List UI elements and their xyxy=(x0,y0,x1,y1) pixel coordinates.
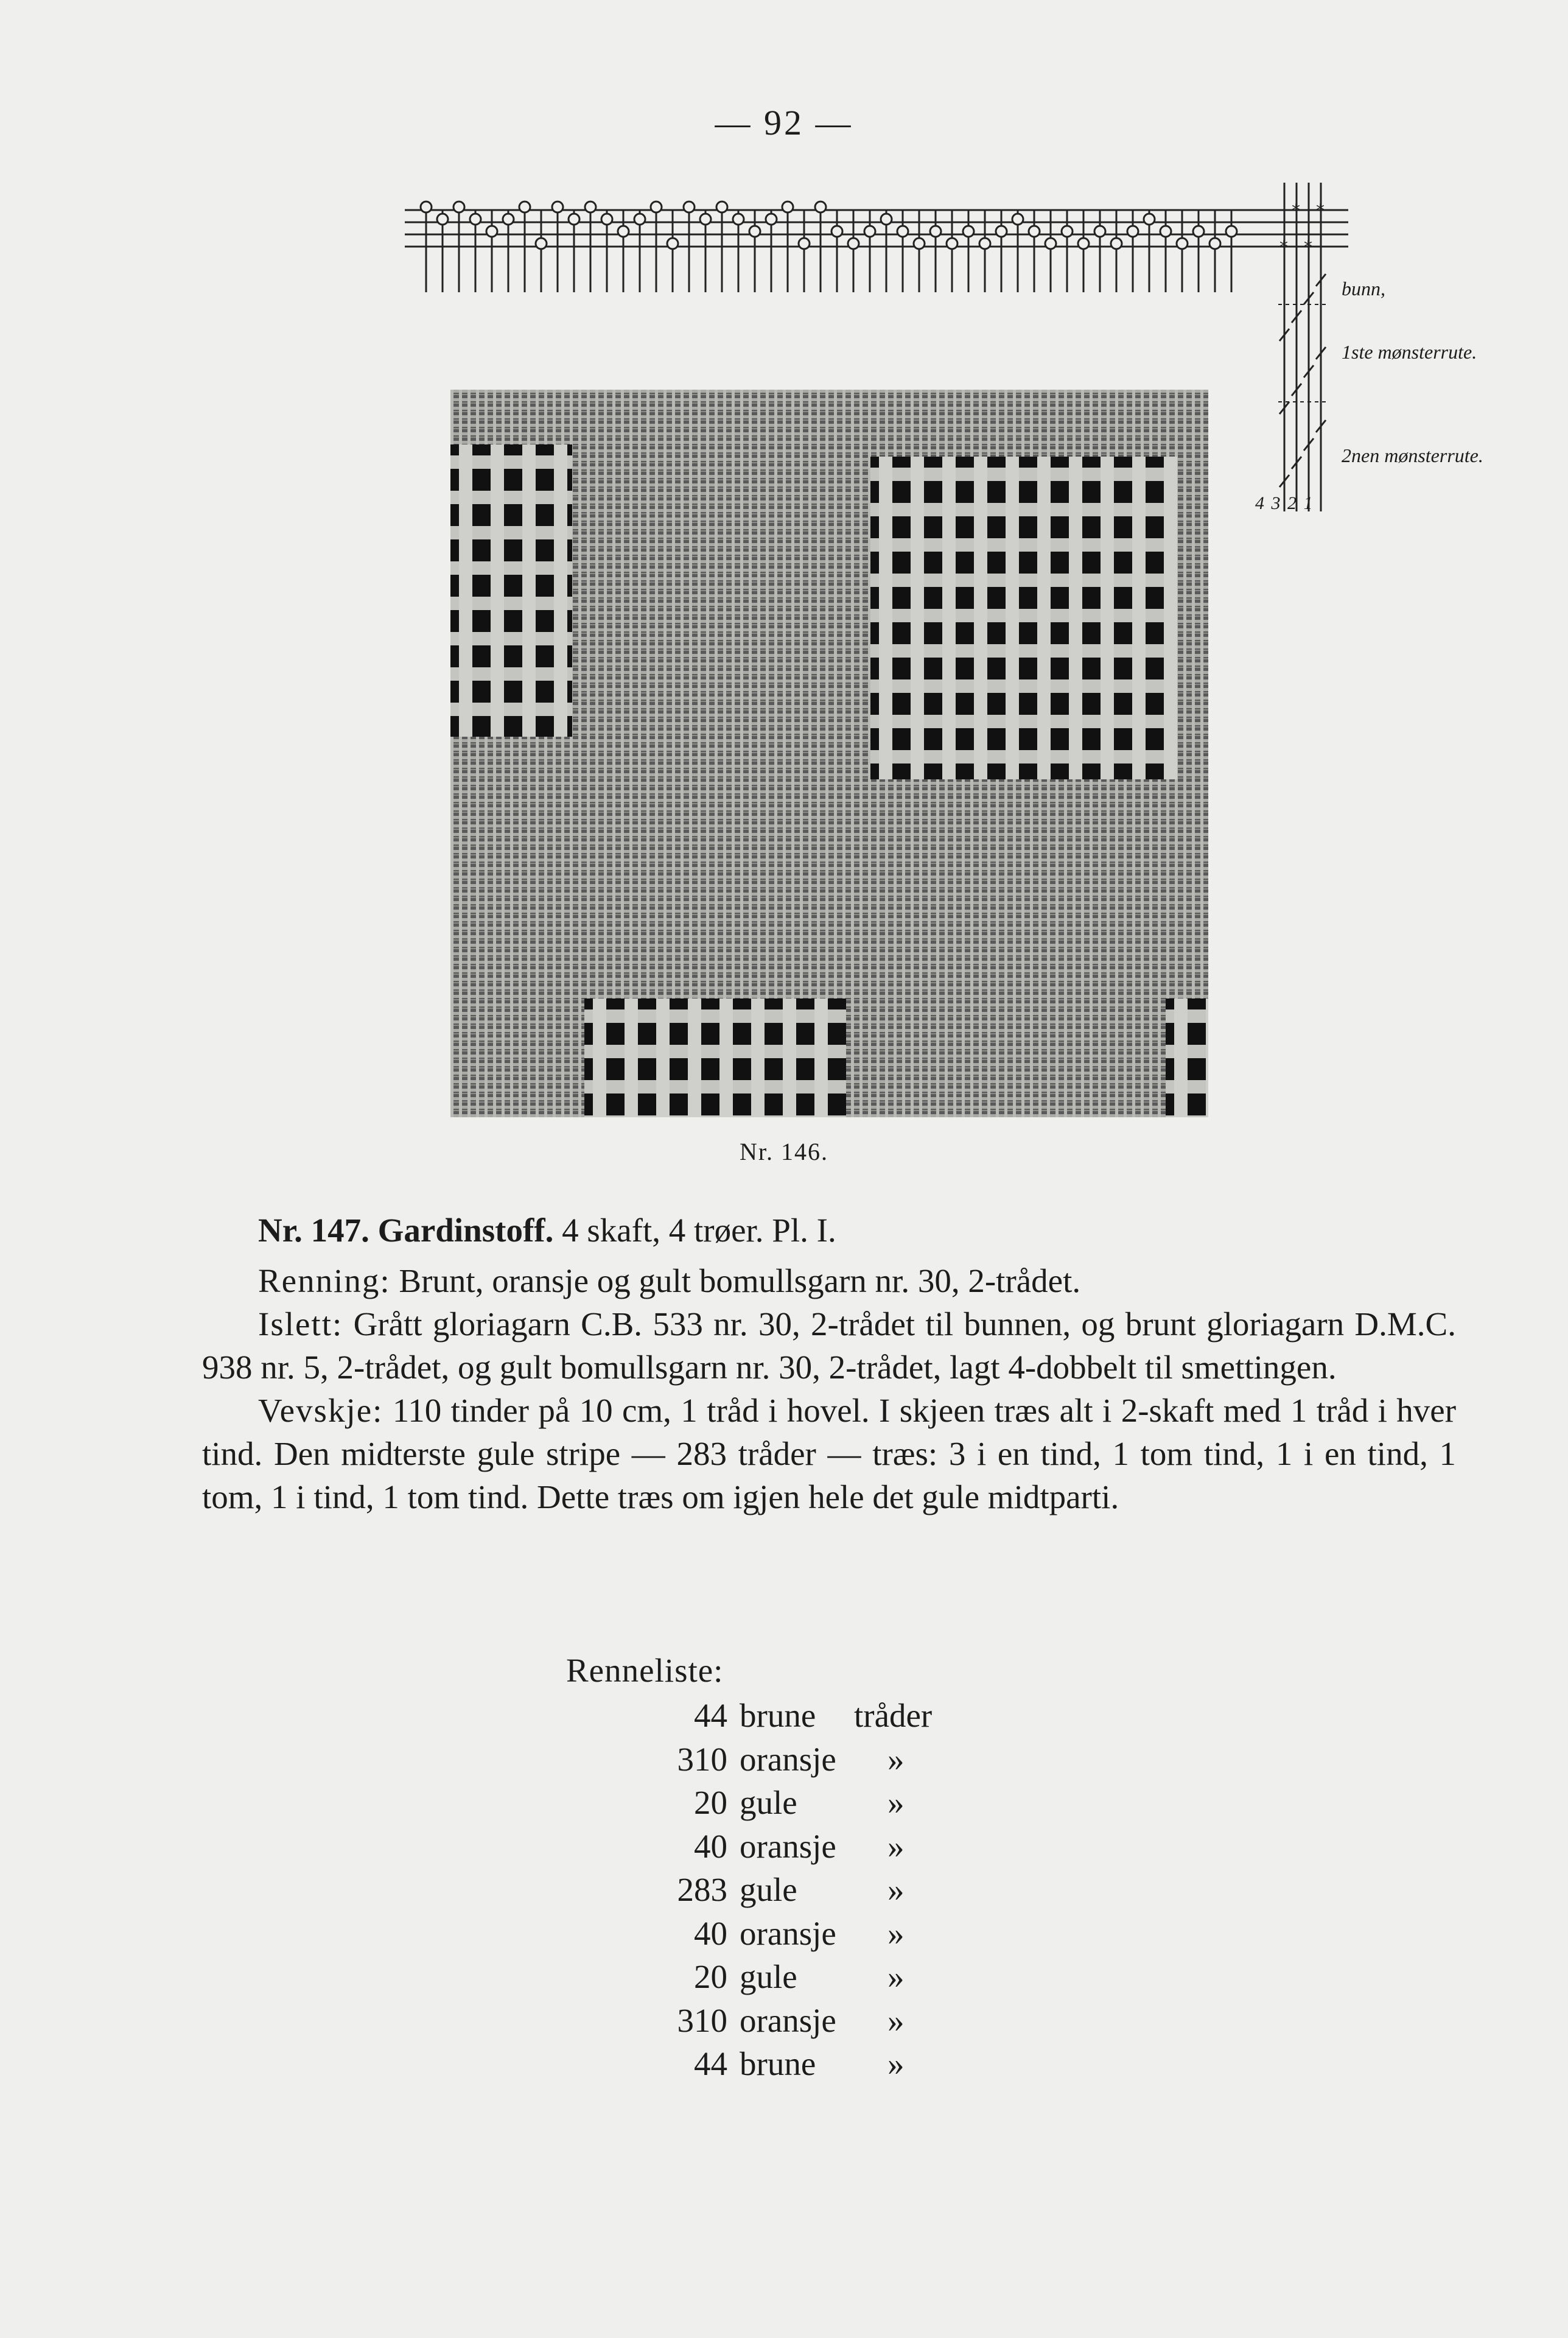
svg-text:*: * xyxy=(1279,237,1288,257)
islett-text: Grått gloriagarn C.B. 533 nr. 30, 2-trådet til bunnen, og brunt gloriagarn D.M.C. 938 nr. 5, 2-trådet, og gult bomullsgarn nr. 30, 2-trådet, lagt 4-dobbelt til smettingen. xyxy=(202,1305,1456,1386)
renneliste-color: brune xyxy=(740,1697,816,1734)
renneliste-count: 20 xyxy=(694,1784,727,1821)
renning-text: Brunt, oransje og gult bomullsgarn nr. 30, 2-trådet. xyxy=(399,1262,1081,1299)
renneliste-unit: » xyxy=(887,1740,905,1778)
renneliste-count: 310 xyxy=(677,2001,727,2039)
renneliste-title: Renneliste: xyxy=(566,1652,724,1689)
paragraph-renning xyxy=(202,1259,1456,1302)
renneliste-color: oransje xyxy=(740,1740,836,1778)
renneliste-count: 283 xyxy=(677,1871,727,1908)
renneliste-unit: tråder xyxy=(854,1697,933,1734)
label-1ste-monsterrute: 1ste mønsterrute. xyxy=(1342,341,1477,363)
pattern-number: Nr. 147. xyxy=(258,1212,369,1249)
svg-text:*: * xyxy=(1292,200,1300,220)
renneliste-unit: » xyxy=(887,1914,905,1952)
vevskje-text: 110 tinder på 10 cm, 1 tråd i hovel. I skjeen træs alt i 2-skaft med 1 tråd i hver tind. Den midterste gule stripe — 283 tråder — træs: 3 i en tind, 1 tom tind, 1 i en tind, 1 tom, 1 i tind, 1 tom tind. Dette træs om igjen hele det gule midtparti. xyxy=(202,1392,1457,1515)
renning-label: Renning: xyxy=(258,1262,391,1299)
pattern-details: 4 skaft, 4 trøer. Pl. I. xyxy=(562,1212,836,1249)
renneliste-unit: » xyxy=(887,2045,905,2082)
pattern-description xyxy=(202,1209,1456,1518)
renneliste-unit: » xyxy=(887,1871,905,1908)
svg-text:*: * xyxy=(1304,237,1312,257)
pattern-heading xyxy=(202,1209,1456,1252)
renneliste-color: gule xyxy=(740,1958,797,1995)
fabric-weave-image xyxy=(450,390,1208,1117)
tieup-numbers: 4 3 2 1 xyxy=(1255,493,1314,513)
photo-caption: Nr. 146. xyxy=(740,1138,828,1165)
renneliste-unit: » xyxy=(887,1958,905,1995)
svg-text:*: * xyxy=(1316,200,1325,220)
renneliste-unit: » xyxy=(887,2001,905,2039)
renneliste-color: gule xyxy=(740,1784,797,1821)
renneliste-unit: » xyxy=(887,1784,905,1821)
renneliste-count: 310 xyxy=(677,1740,727,1778)
label-bunn: bunn, xyxy=(1342,278,1385,300)
renneliste-color: brune xyxy=(740,2045,816,2082)
pattern-title: Gardinstoff. xyxy=(377,1212,554,1249)
renneliste-color: oransje xyxy=(740,1827,836,1865)
renneliste-count: 40 xyxy=(694,1914,727,1952)
renneliste-count: 44 xyxy=(694,2045,727,2082)
paragraph-vevskje xyxy=(202,1389,1456,1518)
renneliste-color: gule xyxy=(740,1871,797,1908)
vevskje-label: Vevskje: xyxy=(258,1392,383,1429)
paragraph-islett xyxy=(202,1302,1456,1389)
renneliste-color: oransje xyxy=(740,1914,836,1952)
label-2nen-monsterrute: 2nen mønsterrute. xyxy=(1342,444,1483,466)
renneliste-count: 20 xyxy=(694,1958,727,1995)
islett-label: Islett: xyxy=(258,1305,343,1343)
page-number: — 92 — xyxy=(715,103,853,142)
renneliste-count: 44 xyxy=(694,1697,727,1734)
renneliste-color: oransje xyxy=(740,2001,836,2039)
fabric-photo xyxy=(450,390,1208,1117)
renneliste-count: 40 xyxy=(694,1827,727,1865)
renneliste-unit: » xyxy=(887,1827,905,1865)
